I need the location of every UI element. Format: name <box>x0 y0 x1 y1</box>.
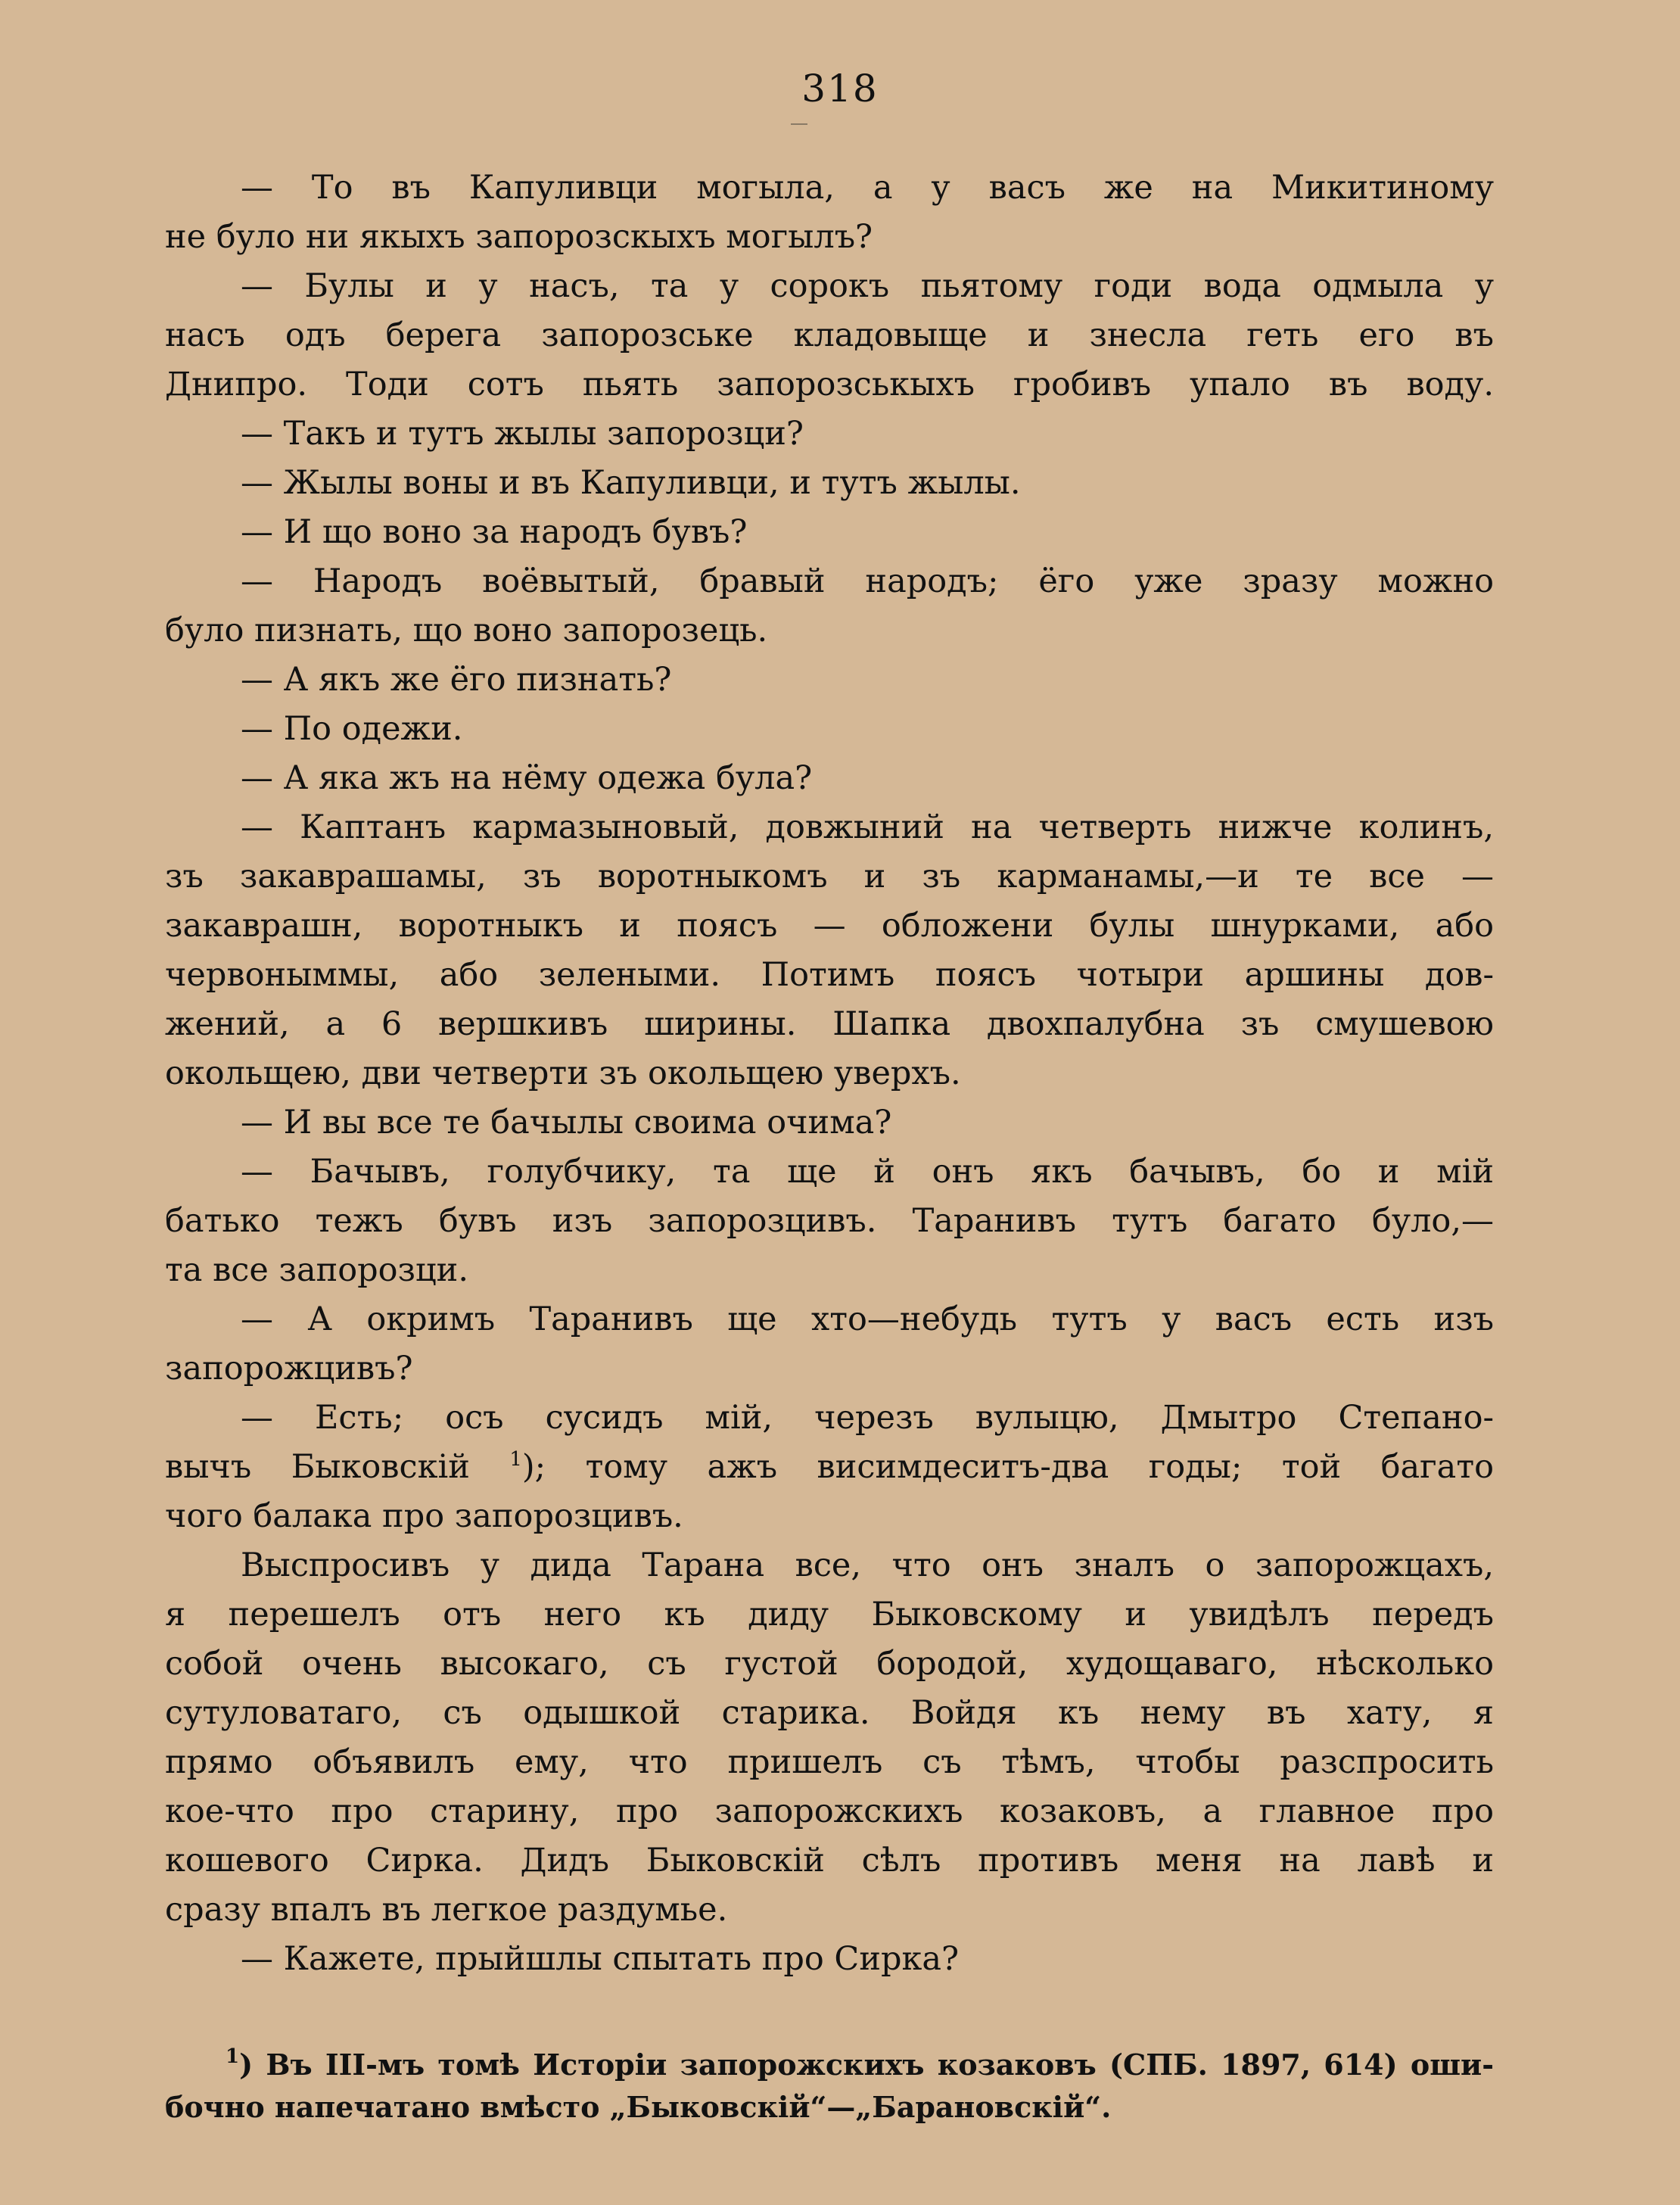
text-line: не було ни якыхъ запорозскыхъ могылъ? <box>165 218 873 256</box>
text-line: — Бачывъ, голубчику, та ще й онъ якъ бачывъ, бо и мій <box>241 1153 1494 1191</box>
text-line: — А яка жъ на нёму одежа була? <box>241 759 813 797</box>
text-line: прямо объявилъ ему, что пришелъ съ тѣмъ, чтобы разспросить <box>165 1743 1494 1781</box>
footnote-text: ) Въ III-мъ томѣ Исторіи запорожскихъ козаковъ (СПБ. 1897, 614) оши- <box>239 2048 1494 2082</box>
footnote-line <box>165 2044 1494 2086</box>
text-line: закаврашн, воротныкъ и поясъ — обложени булы шнурками, або <box>165 907 1494 945</box>
text-line: чого балака про запорозцивъ. <box>165 1497 683 1535</box>
text-line: — Кажете, прыйшлы спытать про Сирка? <box>241 1940 960 1978</box>
text-line: насъ одъ берега запорозське кладовыще и знесла геть его въ <box>165 316 1494 354</box>
text-line: кошевого Сирка. Дидъ Быковскій сѣлъ противъ меня на лавѣ и <box>165 1842 1494 1880</box>
text-line-with-footnote <box>165 1443 1494 1492</box>
text-line: сразу впалъ въ легкое раздумье. <box>165 1891 728 1929</box>
footnote-line: бочно напечатано вмѣсто „Быковскій“—„Барановскій“. <box>165 2090 1112 2124</box>
text-line: — А окримъ Таранивъ ще хто—небудь тутъ у васъ есть изъ <box>241 1300 1494 1338</box>
page-number: 318 <box>801 67 879 111</box>
text-line: кое-что про старину, про запорожскихъ козаковъ, а главное про <box>165 1792 1494 1830</box>
text-line: Выспросивъ у дида Тарана все, что онъ зналъ о запорожцахъ, <box>241 1546 1494 1584</box>
text-line: зъ закаврашамы, зъ воротныкомъ и зъ карманамы,—и те все — <box>165 858 1494 895</box>
body-text <box>165 164 1494 1984</box>
text-line: — Народъ воёвытый, бравый народъ; ёго уже зразу можно <box>241 562 1494 600</box>
text-segment: ); тому ажъ висимдеситъ-два годы; той багато <box>521 1448 1494 1486</box>
footnote-reference[interactable]: 1 <box>509 1448 522 1471</box>
text-line: та все запорозци. <box>165 1251 468 1289</box>
text-line: батько тежъ бувъ изъ запорозцивъ. Таранивъ тутъ багато було,— <box>165 1202 1494 1240</box>
text-line: — То въ Капуливци могыла, а у васъ же на Микитиному <box>241 169 1494 207</box>
text-line: собой очень высокаго, съ густой бородой, худощаваго, нѣсколько <box>165 1645 1494 1683</box>
text-line: — А якъ же ёго пизнать? <box>241 661 672 699</box>
text-segment: вычъ Быковскій <box>165 1448 470 1486</box>
text-line: — Такъ и тутъ жылы запорозци? <box>241 415 804 453</box>
text-line: окольщею, дви четверти зъ окольщею уверхъ. <box>165 1054 961 1092</box>
text-line: — Булы и у насъ, та у сорокъ пьятому годи вода одмыла у <box>241 267 1494 305</box>
text-line: сутуловатаго, съ одышкой старика. Войдя къ нему въ хату, я <box>165 1694 1494 1732</box>
text-line: червоныммы, або зелеными. Потимъ поясъ чотыри аршины дов- <box>165 956 1494 994</box>
text-line: було пизнать, що воно запорозець. <box>165 612 768 649</box>
text-line: — Жылы воны и въ Капуливци, и тутъ жылы. <box>241 464 1021 502</box>
text-line: — Есть; осъ сусидъ мій, черезъ вулыцю, Дмытро Степано- <box>241 1399 1494 1437</box>
text-line: — И що воно за народъ бувъ? <box>241 513 748 551</box>
footnote <box>165 2044 1494 2129</box>
footnote-marker: 1 <box>226 2045 240 2068</box>
text-line: Днипро. Тоди сотъ пьять запорозськыхъ гробивъ упало въ воду. <box>165 366 1494 403</box>
text-line: — И вы все те бачылы своима очима? <box>241 1104 892 1141</box>
text-line: — По одежи. <box>241 710 463 748</box>
text-line: — Каптанъ кармазыновый, довжыний на четверть нижче колинъ, <box>241 808 1494 846</box>
text-line: жений, а 6 вершкивъ ширины. Шапка двохпалубна зъ смушевою <box>165 1005 1494 1043</box>
text-line: я перешелъ отъ него къ диду Быковскому и увидѣлъ передъ <box>165 1596 1494 1634</box>
header-rule <box>791 123 807 125</box>
text-line: запорожцивъ? <box>165 1350 413 1387</box>
